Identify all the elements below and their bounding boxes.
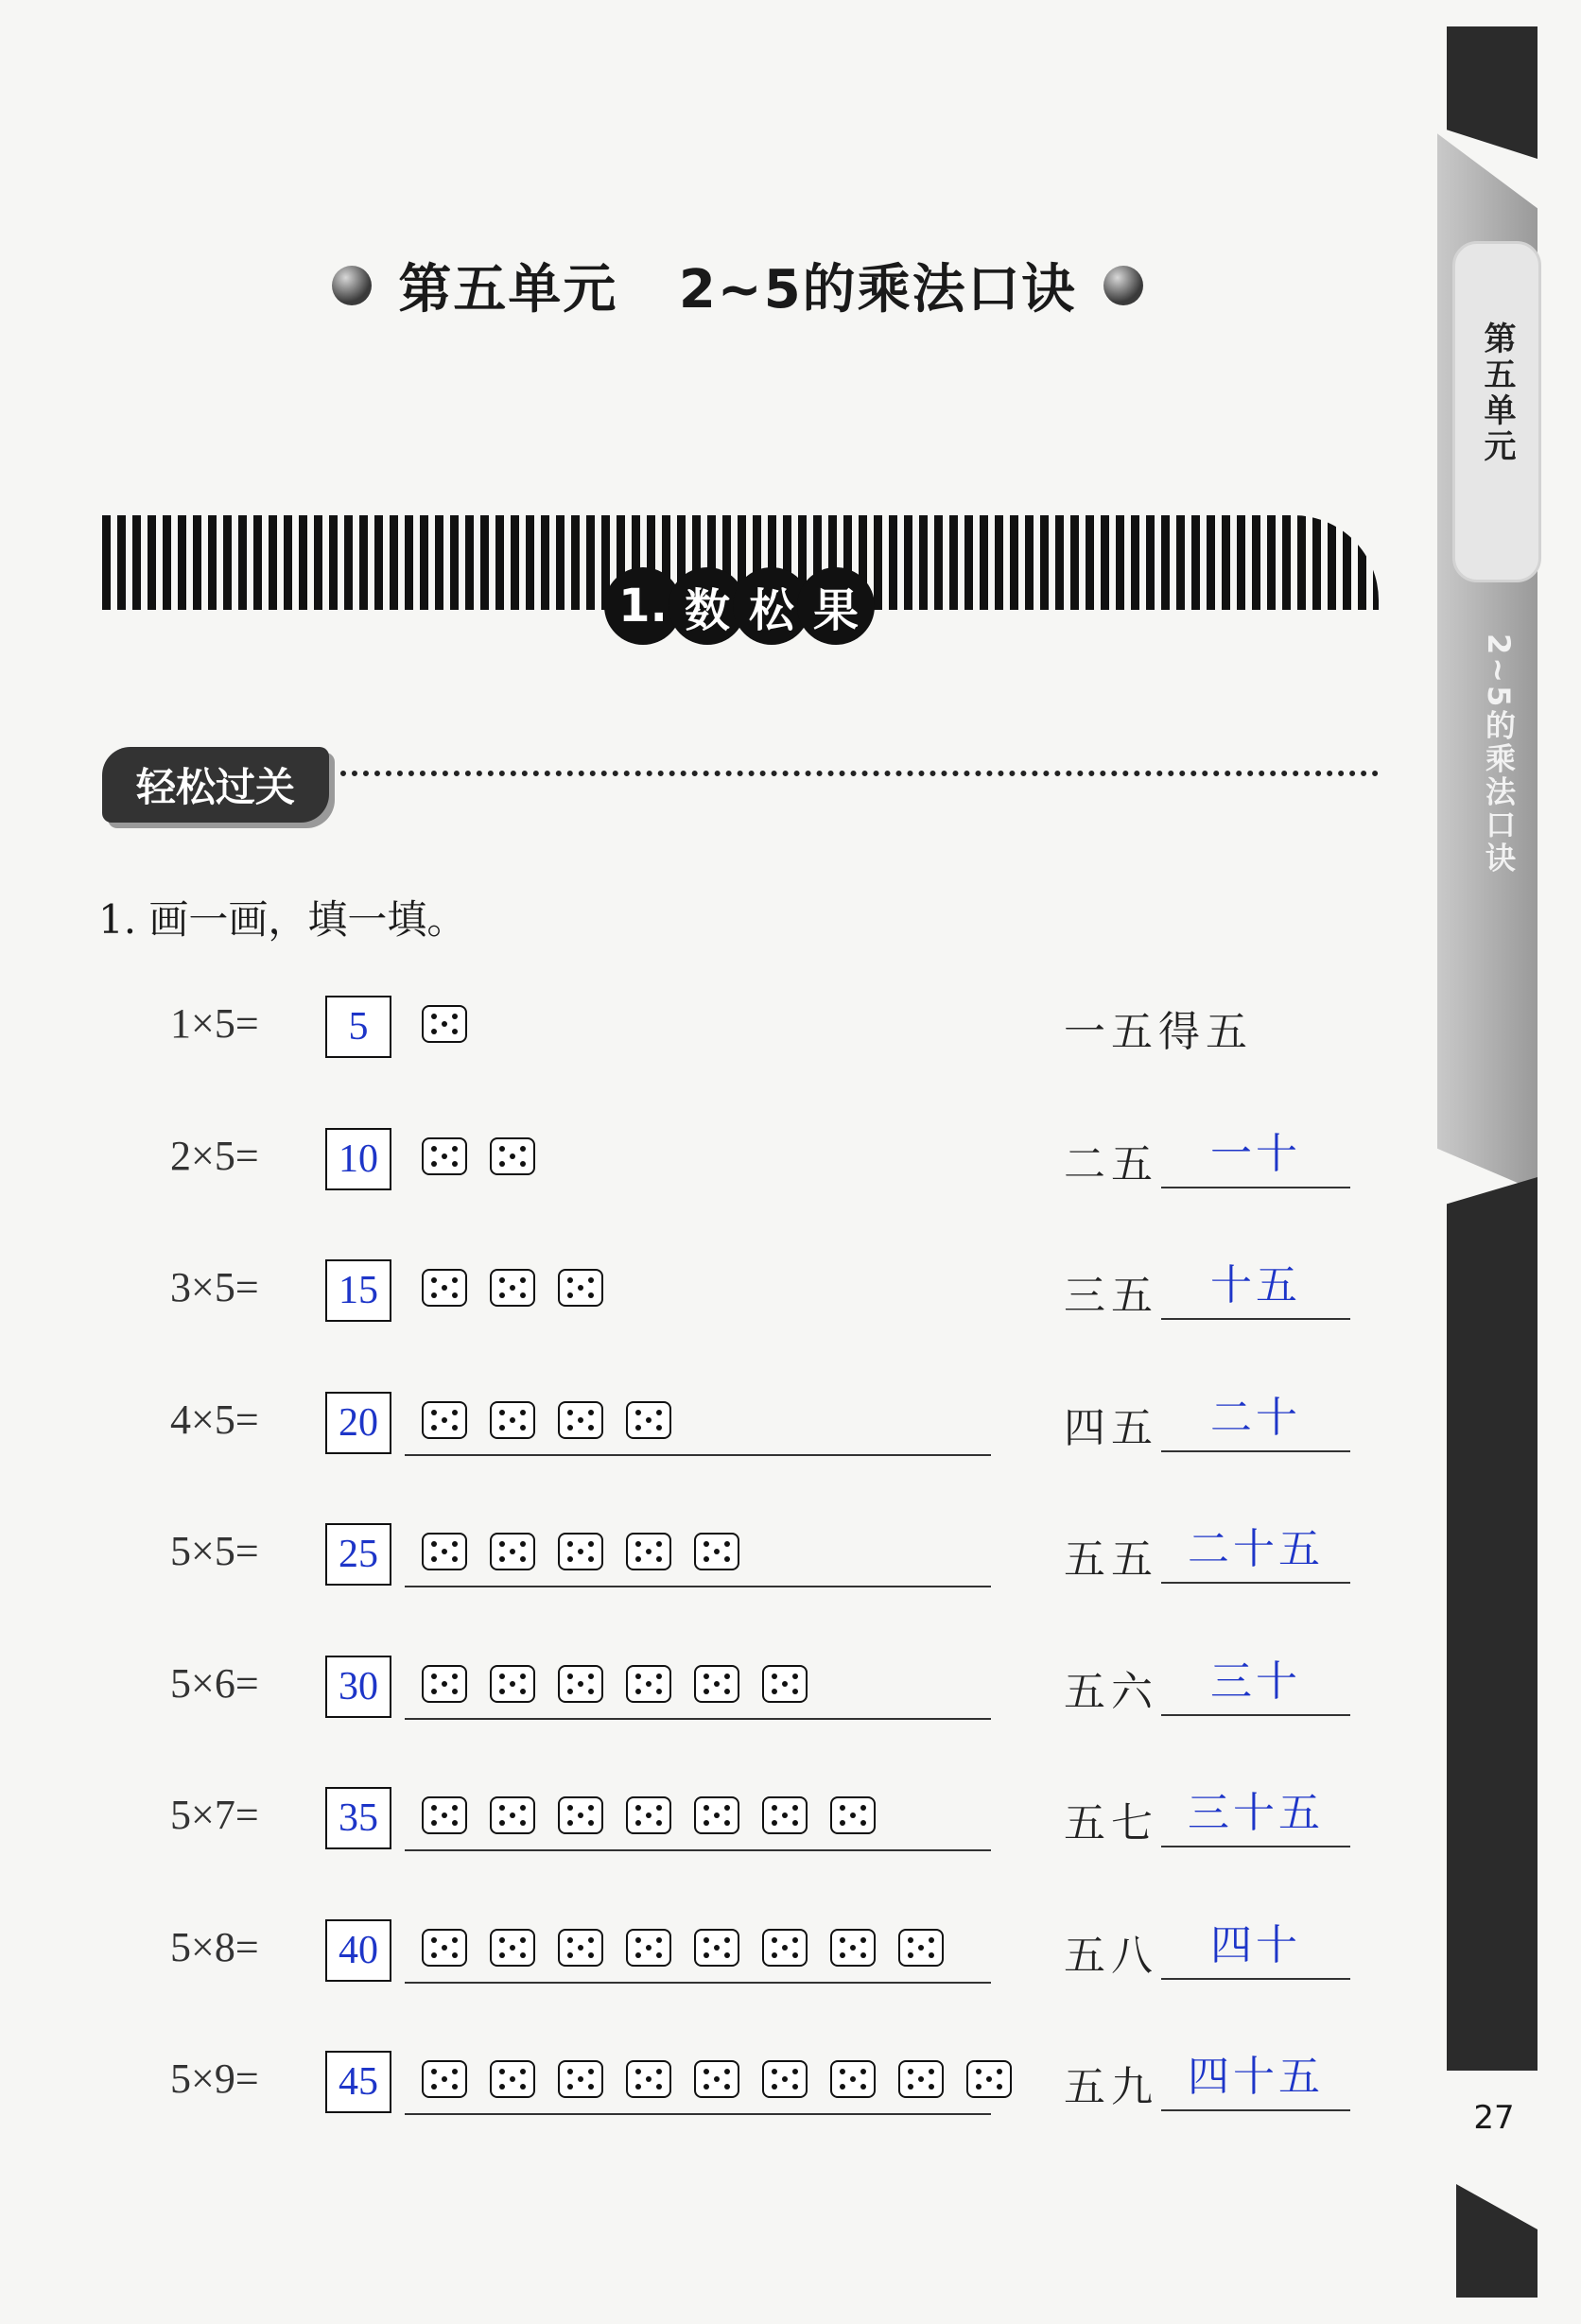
equation-text: 5×5= (170, 1528, 259, 1574)
dotted-divider (340, 771, 1379, 776)
five-dot-die-icon (762, 1796, 808, 1834)
drawing-line (405, 1454, 991, 1456)
dice-group (422, 1005, 467, 1043)
rhyme-text: 五五 (1064, 1535, 1158, 1584)
drawing-line (405, 2113, 991, 2115)
bullet-ball-icon (1103, 266, 1143, 305)
exercise-row (0, 1375, 1418, 1469)
answer-box[interactable]: 10 (325, 1128, 391, 1190)
rhyme-answer-blank[interactable]: 十五 (1161, 1252, 1350, 1320)
five-dot-die-icon (694, 1929, 739, 1967)
five-dot-die-icon (558, 1796, 603, 1834)
answer-box[interactable]: 35 (325, 1787, 391, 1849)
answer-box[interactable]: 20 (325, 1392, 391, 1454)
five-dot-die-icon (422, 1137, 467, 1175)
lesson-title-segment: 果 (797, 567, 875, 645)
five-dot-die-icon (422, 1533, 467, 1570)
dice-group (422, 1796, 876, 1834)
five-dot-die-icon (830, 1929, 876, 1967)
dice-group (422, 2060, 1012, 2098)
five-dot-die-icon (898, 1929, 944, 1967)
five-dot-die-icon (490, 1665, 535, 1703)
five-dot-die-icon (966, 2060, 1012, 2098)
five-dot-die-icon (422, 2060, 467, 2098)
lesson-title-segment: 数 (669, 567, 746, 645)
rhyme-text: 五六 (1064, 1667, 1158, 1716)
rhyme-answer-blank[interactable]: 三十五 (1161, 1779, 1350, 1847)
rhyme-answer-blank[interactable]: 二十五 (1161, 1516, 1350, 1584)
equation-text: 5×7= (170, 1792, 259, 1838)
drawing-line (405, 1718, 991, 1720)
rhyme-text: 五八 (1064, 1931, 1158, 1980)
equation-text: 5×9= (170, 2055, 259, 2102)
five-dot-die-icon (762, 1929, 808, 1967)
exercise-row (0, 2034, 1418, 2128)
side-unit-label: 第五单元 (1478, 321, 1516, 465)
exercise-row (0, 1770, 1418, 1864)
rhyme-text: 四五 (1064, 1403, 1158, 1452)
five-dot-die-icon (830, 1796, 876, 1834)
five-dot-die-icon (898, 2060, 944, 2098)
five-dot-die-icon (422, 1401, 467, 1439)
drawing-line (405, 1982, 991, 1984)
rhyme-text: 五九 (1064, 2063, 1158, 2111)
five-dot-die-icon (422, 1005, 467, 1043)
five-dot-die-icon (490, 1269, 535, 1307)
five-dot-die-icon (490, 1796, 535, 1834)
five-dot-die-icon (626, 1796, 671, 1834)
answer-box[interactable]: 25 (325, 1523, 391, 1586)
five-dot-die-icon (490, 1929, 535, 1967)
exercise-row (0, 1639, 1418, 1733)
five-dot-die-icon (490, 2060, 535, 2098)
dice-group (422, 1137, 535, 1175)
exercise-row (0, 1242, 1418, 1337)
five-dot-die-icon (422, 1665, 467, 1703)
rhyme-text: 五七 (1064, 1799, 1158, 1847)
five-dot-die-icon (558, 1401, 603, 1439)
question-prompt: 1. 画一画，填一填。 (98, 896, 467, 943)
five-dot-die-icon (694, 1533, 739, 1570)
rhyme-answer-blank[interactable]: 四十 (1161, 1912, 1350, 1980)
equation-text: 2×5= (170, 1132, 259, 1179)
rhyme-text: 二五 (1064, 1139, 1158, 1188)
side-tab-top (1447, 26, 1538, 159)
rhyme-answer-blank[interactable]: 一十 (1161, 1120, 1350, 1188)
dice-group (422, 1929, 944, 1967)
five-dot-die-icon (558, 2060, 603, 2098)
exercise-row (0, 1111, 1418, 1205)
bullet-ball-icon (332, 266, 372, 305)
five-dot-die-icon (422, 1929, 467, 1967)
equation-text: 3×5= (170, 1264, 259, 1310)
equation-text: 1×5= (170, 1000, 259, 1047)
rhyme-answer-blank[interactable]: 二十 (1161, 1384, 1350, 1452)
five-dot-die-icon (694, 1665, 739, 1703)
five-dot-die-icon (762, 2060, 808, 2098)
rhyme-text: 一五得五 (1064, 1008, 1253, 1056)
rhyme-answer-blank[interactable]: 四十五 (1161, 2043, 1350, 2111)
equation-text: 4×5= (170, 1396, 259, 1443)
dice-group (422, 1665, 808, 1703)
exercise-row (0, 1506, 1418, 1601)
page-number: 27 (1473, 2099, 1515, 2137)
five-dot-die-icon (694, 1796, 739, 1834)
side-topic-label: 2~5的乘法口诀 (1481, 633, 1517, 876)
five-dot-die-icon (626, 2060, 671, 2098)
unit-title (265, 248, 1210, 323)
side-tab-bottom (1447, 1177, 1538, 2071)
five-dot-die-icon (626, 1533, 671, 1570)
rhyme-answer-blank[interactable]: 三十 (1161, 1648, 1350, 1716)
five-dot-die-icon (558, 1533, 603, 1570)
drawing-line (405, 1849, 991, 1851)
five-dot-die-icon (422, 1796, 467, 1834)
lesson-title (598, 567, 881, 645)
exercise-row (0, 979, 1418, 1073)
five-dot-die-icon (558, 1929, 603, 1967)
equation-text: 5×6= (170, 1659, 259, 1707)
five-dot-die-icon (762, 1665, 808, 1703)
lesson-title-segment: 1. (604, 567, 682, 645)
corner-decoration (1456, 2184, 1538, 2298)
lesson-title-segment: 松 (733, 567, 810, 645)
five-dot-die-icon (694, 2060, 739, 2098)
unit-title-text: 第五单元 2~5的乘法口诀 (398, 259, 1077, 321)
dice-group (422, 1401, 671, 1439)
five-dot-die-icon (830, 2060, 876, 2098)
answer-box[interactable]: 45 (325, 2051, 391, 2113)
five-dot-die-icon (558, 1665, 603, 1703)
five-dot-die-icon (626, 1929, 671, 1967)
five-dot-die-icon (490, 1401, 535, 1439)
answer-box[interactable]: 40 (325, 1919, 391, 1982)
five-dot-die-icon (558, 1269, 603, 1307)
five-dot-die-icon (626, 1665, 671, 1703)
equation-text: 5×8= (170, 1923, 259, 1970)
section-badge: 轻松过关 (102, 747, 329, 823)
five-dot-die-icon (626, 1401, 671, 1439)
five-dot-die-icon (422, 1269, 467, 1307)
answer-box[interactable]: 5 (325, 996, 391, 1058)
rhyme-text: 三五 (1064, 1272, 1158, 1320)
dice-group (422, 1533, 739, 1570)
answer-box[interactable]: 15 (325, 1259, 391, 1322)
five-dot-die-icon (490, 1533, 535, 1570)
exercise-row (0, 1902, 1418, 1997)
five-dot-die-icon (490, 1137, 535, 1175)
dice-group (422, 1269, 603, 1307)
drawing-line (405, 1586, 991, 1587)
answer-box[interactable]: 30 (325, 1656, 391, 1718)
